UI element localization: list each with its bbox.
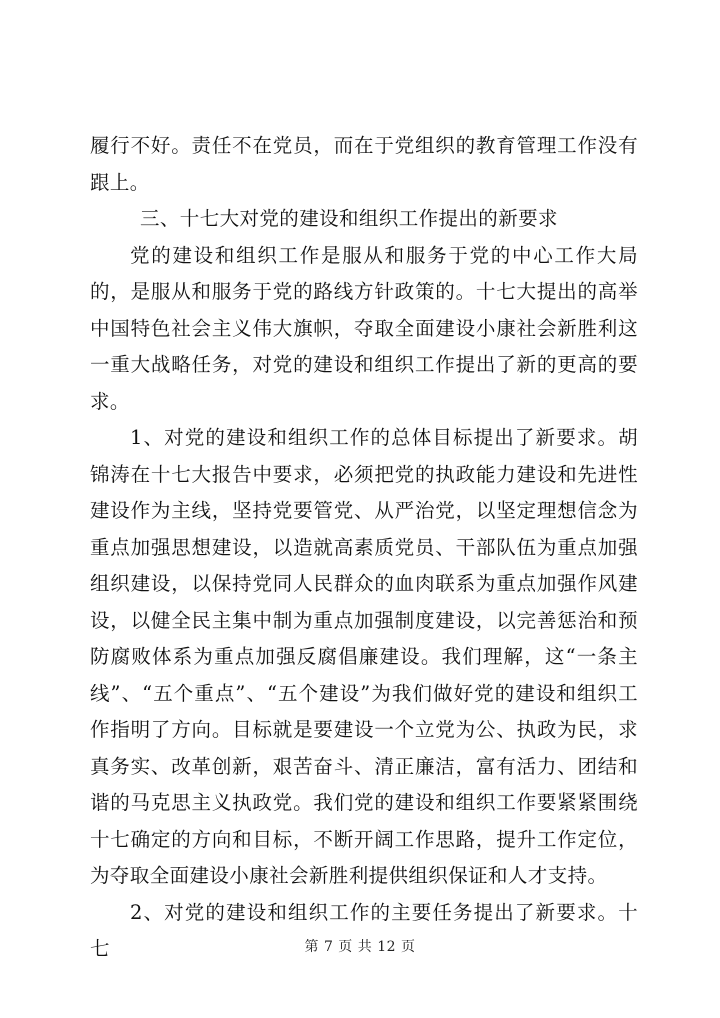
- paragraph-continued: 履行不好。责任不在党员，而在于党组织的教育管理工作没有跟上。: [90, 134, 638, 194]
- page-footer: 第 7 页 共 12 页: [304, 939, 416, 955]
- paragraph-point-1: 1、对党的建设和组织工作的总体目标提出了新要求。胡锦涛在十七大报告中要求，必须把党的执政能力建设和先进性建设作为主线，坚持党要管党、从严治党，以坚定理想信念为重点加强思想建设，以造就高素质党员、干部队伍为重点加强组织建设，以保持党同人民群众的血肉联系为重点加强作风建设，以健全民主集中制为重点加强制度建设，以完善惩治和预防腐败体系为重点加强反腐倡廉建设。我们理解，这“一条主线”、“五个重点”、“五个建设”为我们做好党的建设和组织工作指明了方向。目标就是要建设一个立党为公、执政为民，求真务实、改革创新，艰苦奋斗、清正廉洁，富有活力、团结和谐的马克思主义执政党。我们党的建设和组织工作要紧紧围绕十七确定的方向和目标，不断开阔工作思路，提升工作定位，为夺取全面建设小康社会新胜利提供组织保证和人才支持。: [90, 426, 638, 887]
- paragraph-point-2: 2、对党的建设和组织工作的主要任务提出了新要求。十七: [90, 900, 638, 960]
- paragraph-intro: 党的建设和组织工作是服从和服务于党的中心工作大局的，是服从和服务于党的路线方针政策的。十七大提出的高举中国特色社会主义伟大旗帜，夺取全面建设小康社会新胜利这一重大战略任务，对党的建设和组织工作提出了新的更高的要求。: [90, 243, 638, 413]
- section-heading: 三、十七大对党的建设和组织工作提出的新要求: [140, 207, 558, 230]
- document-body: [90, 128, 638, 968]
